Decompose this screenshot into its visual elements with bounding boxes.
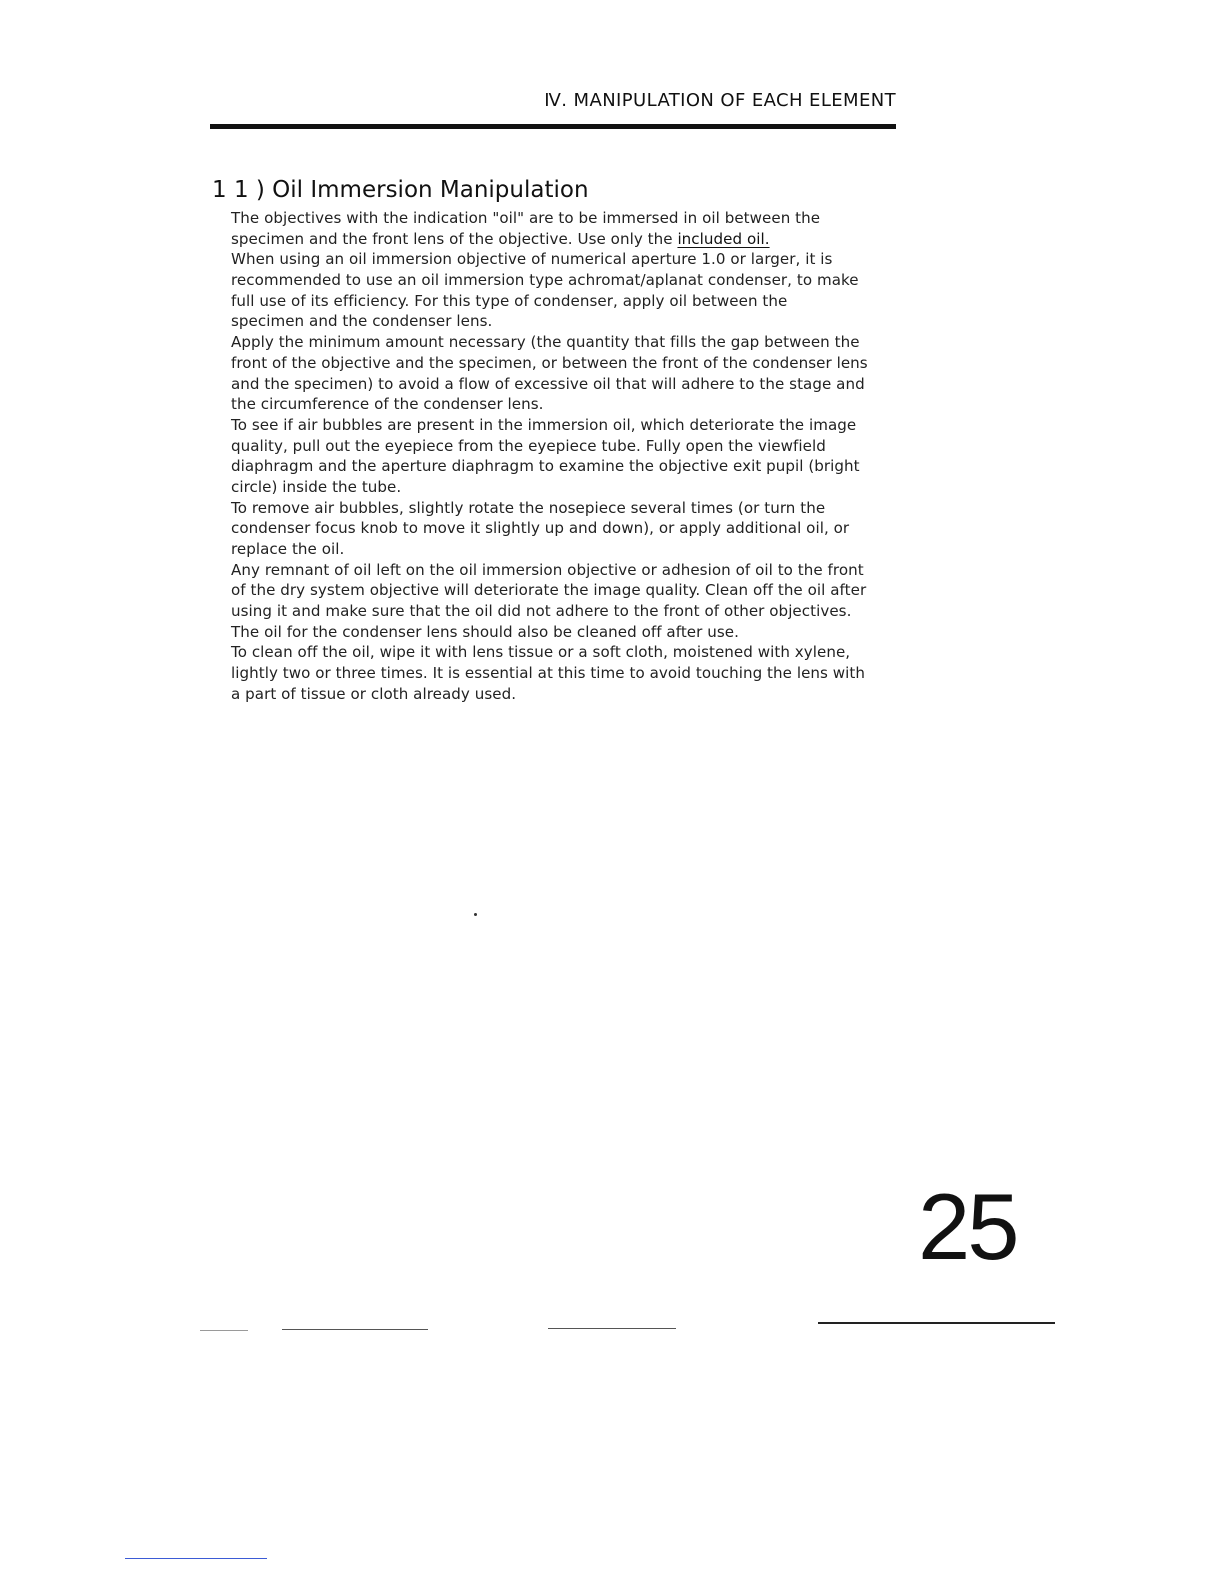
- body-line: of the dry system objective will deteriorate the image quality. Clean off the oil after: [231, 581, 867, 600]
- body-line: When using an oil immersion objective of numerical aperture 1.0 or larger, it is: [231, 250, 833, 269]
- body-line: specimen and the condenser lens.: [231, 312, 493, 331]
- body-line: and the specimen) to avoid a flow of excessive oil that will adhere to the stage and: [231, 374, 865, 393]
- body-line: a part of tissue or cloth already used.: [231, 684, 517, 703]
- body-line: To clean off the oil, wipe it with lens tissue or a soft cloth, moistened with xylene,: [231, 643, 851, 662]
- body-line: quality, pull out the eyepiece from the eyepiece tube. Fully open the viewfield: [231, 436, 826, 455]
- scan-speck: [474, 913, 477, 916]
- body-line: specimen and the front lens of the objective. Use only the included oil.: [231, 229, 770, 248]
- body-text: [231, 208, 903, 705]
- body-line: The oil for the condenser lens should also be cleaned off after use.: [231, 622, 739, 641]
- body-line: front of the objective and the specimen, or between the front of the condenser lens: [231, 353, 868, 372]
- footer-rule-segment: [200, 1330, 248, 1331]
- body-line: recommended to use an oil immersion type achromat/aplanat condenser, to make: [231, 271, 859, 290]
- link-underline: [125, 1558, 267, 1559]
- body-line: condenser focus knob to move it slightly up and down), or apply additional oil, or: [231, 519, 850, 538]
- section-title: 1 1 ) Oil Immersion Manipulation: [212, 177, 589, 203]
- body-line: the circumference of the condenser lens.: [231, 395, 544, 414]
- body-line: The objectives with the indication "oil" are to be immersed in oil between the: [231, 209, 821, 227]
- body-line: Apply the minimum amount necessary (the quantity that fills the gap between the: [231, 333, 860, 352]
- body-line: diaphragm and the aperture diaphragm to examine the objective exit pupil (bright: [231, 457, 860, 476]
- body-line: replace the oil.: [231, 540, 345, 558]
- page-header: Ⅳ. MANIPULATION OF EACH ELEMENT: [544, 90, 896, 111]
- footer-rule-segment: [548, 1328, 676, 1329]
- body-line: full use of its efficiency. For this type of condenser, apply oil between the: [231, 291, 788, 310]
- body-line: To remove air bubbles, slightly rotate the nosepiece several times (or turn the: [231, 498, 826, 517]
- header-rule: [210, 124, 896, 129]
- footer-rule-segment: [282, 1329, 428, 1330]
- footer-rule-segment: [818, 1322, 1055, 1324]
- body-line: using it and make sure that the oil did not adhere to the front of other objectives.: [231, 602, 852, 621]
- body-line: circle) inside the tube.: [231, 477, 402, 496]
- body-line: Any remnant of oil left on the oil immersion objective or adhesion of oil to the front: [231, 560, 864, 579]
- included-oil-emphasis: included oil.: [677, 229, 770, 248]
- body-line: To see if air bubbles are present in the immersion oil, which deteriorate the image: [231, 415, 857, 434]
- body-line: lightly two or three times. It is essential at this time to avoid touching the lens with: [231, 664, 866, 683]
- page-number: 25: [918, 1174, 1017, 1279]
